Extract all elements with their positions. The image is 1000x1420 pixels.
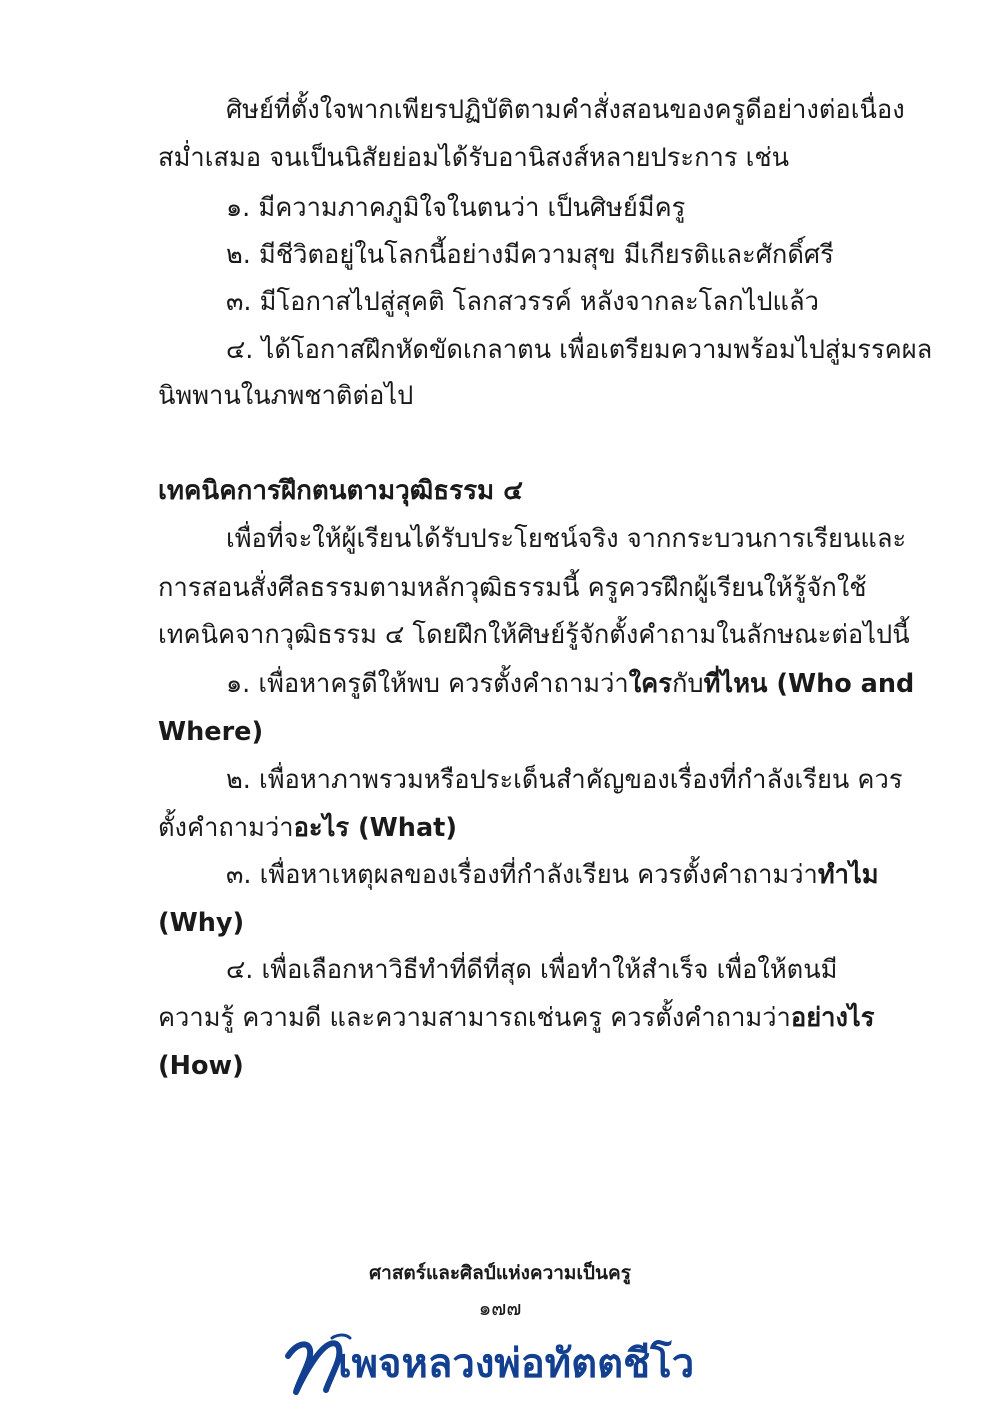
- item-1-bold-who: ใคร: [628, 669, 672, 699]
- item-2-text: ตั้งคำถามว่า: [158, 813, 294, 843]
- question-item-1-cont: Where): [158, 717, 264, 747]
- question-item-4-cont-2: (How): [158, 1051, 244, 1081]
- question-item-2: ๒. เพื่อหาภาพรวมหรือประเด็นสำคัญของเรื่องที่กำลังเรียน ควร: [226, 765, 903, 795]
- question-item-4-cont: [158, 994, 898, 1042]
- question-item-1: [226, 660, 915, 708]
- intro-line-2: สม่ำเสมอ จนเป็นนิสัยย่อมได้รับอานิสงส์หลายประการ เช่น: [158, 143, 790, 173]
- question-item-3-cont: (Why): [158, 908, 245, 938]
- benefit-item-1: ๑. มีความภาคภูมิใจในตนว่า เป็นศิษย์มีครู: [226, 193, 686, 223]
- benefit-item-3: ๓. มีโอกาสไปสู่สุคติ โลกสวรรค์ หลังจากละโลกไปแล้ว: [226, 287, 819, 317]
- intro-line-1: ศิษย์ที่ตั้งใจพากเพียรปฏิบัติตามคำสั่งสอนของครูดีอย่างต่อเนื่อง: [226, 95, 905, 125]
- benefit-item-4-cont: นิพพานในภพชาติต่อไป: [158, 381, 414, 411]
- benefit-item-2: ๒. มีชีวิตอยู่ในโลกนี้อย่างมีความสุข มีเกียรติและศักดิ์ศรี: [226, 240, 834, 270]
- question-item-4: ๔. เพื่อเลือกหาวิธีทำที่ดีที่สุด เพื่อทำให้สำเร็จ เพื่อให้ตนมี: [226, 955, 838, 985]
- question-item-3: [226, 851, 898, 899]
- para-line-3: เทคนิคจากวุฒิธรรม ๔ โดยฝึกให้ศิษย์รู้จักตั้งคำถามในลักษณะต่อไปนี้: [158, 620, 910, 650]
- item-1-text: ๑. เพื่อหาครูดีให้พบ ควรตั้งคำถามว่า: [226, 669, 629, 699]
- question-item-2-cont: [158, 804, 898, 852]
- item-3-text: ๓. เพื่อหาเหตุผลของเรื่องที่กำลังเรียน ควรตั้งคำถามว่า: [226, 860, 818, 890]
- item-4-bold-how: อย่างไร: [790, 1003, 875, 1033]
- logo-text: เพจหลวงพ่อทัตตชีโว: [338, 1341, 695, 1387]
- benefit-item-4: ๔. ได้โอกาสฝึกหัดขัดเกลาตน เพื่อเตรียมความพร้อมไปสู่มรรคผล: [226, 335, 933, 365]
- footer-book-title: ศาสตร์และศิลป์แห่งความเป็นครู: [369, 1262, 631, 1284]
- item-2-bold-what: อะไร: [293, 813, 350, 843]
- item-3-bold-why: ทำไม: [817, 860, 879, 890]
- page-logo: [282, 1326, 722, 1406]
- item-1-mid: กับ: [671, 669, 704, 699]
- item-4-text: ความรู้ ความดี และความสามารถเช่นครู ควรตั้งคำถามว่า: [158, 1003, 791, 1033]
- item-1-bold-where: ที่ไหน: [703, 669, 768, 699]
- page-number: ๑๗๗: [478, 1296, 522, 1320]
- section-heading: เทคนิคการฝึกตนตามวุฒิธรรม ๔: [158, 476, 523, 506]
- para-line-2: การสอนสั่งศีลธรรมตามหลักวุฒิธรรมนี้ ครูควรฝึกผู้เรียนให้รู้จักใช้: [158, 573, 867, 603]
- item-1-english: (Who and: [767, 669, 915, 699]
- para-line-1: เพื่อที่จะให้ผู้เรียนได้รับประโยชน์จริง จากกระบวนการเรียนและ: [226, 524, 907, 554]
- item-2-english: (What): [349, 813, 458, 843]
